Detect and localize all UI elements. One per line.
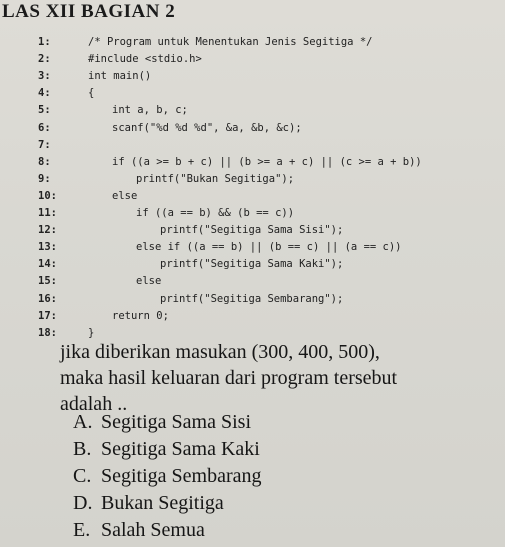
line-number: 14: <box>38 258 57 271</box>
option-letter: C. <box>73 465 92 487</box>
question-line-3: adalah .. <box>60 393 128 415</box>
page-header: LAS XII BAGIAN 2 <box>2 1 176 22</box>
option-e[interactable] <box>73 517 262 544</box>
code-text: { <box>88 87 95 100</box>
line-number: 3: <box>38 70 51 83</box>
question-text <box>60 339 500 417</box>
line-number: 11: <box>38 207 57 219</box>
code-text: int a, b, c; <box>112 104 188 117</box>
option-text: Bukan Segitiga <box>101 492 224 514</box>
code-text: else <box>136 275 162 288</box>
line-number: 7: <box>38 138 51 151</box>
option-text: Segitiga Sama Kaki <box>101 438 260 460</box>
option-d[interactable] <box>73 490 262 517</box>
line-number: 18: <box>38 326 57 339</box>
line-number: 8: <box>38 155 51 168</box>
option-letter: D. <box>73 492 93 514</box>
option-text: Salah Semua <box>101 519 205 541</box>
line-number: 6: <box>38 121 51 134</box>
code-text: #include <stdio.h> <box>88 53 202 66</box>
code-text: return 0; <box>112 309 169 322</box>
code-text: else if ((a == b) || (b == c) || (a == c)) <box>136 241 402 254</box>
option-letter: B. <box>73 438 92 460</box>
code-text: if ((a >= b + c) || (b >= a + c) || (c >= a + b)) <box>112 155 422 168</box>
line-number: 1: <box>38 36 51 48</box>
option-b[interactable] <box>73 436 262 463</box>
line-number: 12: <box>38 224 57 237</box>
code-text: int main() <box>88 70 152 83</box>
line-number: 15: <box>38 275 57 288</box>
option-letter: E. <box>73 519 91 541</box>
code-text: /* Program untuk Menentukan Jenis Segitiga */ <box>88 36 373 48</box>
line-number: 4: <box>38 87 51 100</box>
code-text: printf("Segitiga Sembarang"); <box>160 292 344 305</box>
code-text: } <box>88 326 95 339</box>
code-text: printf("Segitiga Sama Sisi"); <box>160 224 344 237</box>
option-c[interactable] <box>73 463 262 490</box>
line-number: 5: <box>38 104 51 117</box>
option-text: Segitiga Sama Sisi <box>101 411 251 433</box>
code-text: else <box>112 189 138 202</box>
option-text: Segitiga Sembarang <box>101 465 262 487</box>
code-text: printf("Bukan Segitiga"); <box>136 172 295 185</box>
option-letter: A. <box>73 411 93 433</box>
question-line-1: jika diberikan masukan (300, 400, 500), <box>60 341 380 363</box>
question-line-2: maka hasil keluaran dari program tersebut <box>60 367 398 389</box>
line-number: 2: <box>38 53 51 66</box>
code-text: printf("Segitiga Sama Kaki"); <box>160 258 344 271</box>
line-number: 16: <box>38 292 57 305</box>
option-a[interactable] <box>73 409 262 436</box>
answer-options <box>73 409 262 544</box>
line-number: 9: <box>38 172 51 185</box>
line-number: 17: <box>38 309 57 322</box>
code-text: scanf("%d %d %d", &a, &b, &c); <box>112 121 302 134</box>
line-number: 10: <box>38 189 57 202</box>
code-text: if ((a == b) && (b == c)) <box>136 207 295 219</box>
line-number: 13: <box>38 241 57 254</box>
